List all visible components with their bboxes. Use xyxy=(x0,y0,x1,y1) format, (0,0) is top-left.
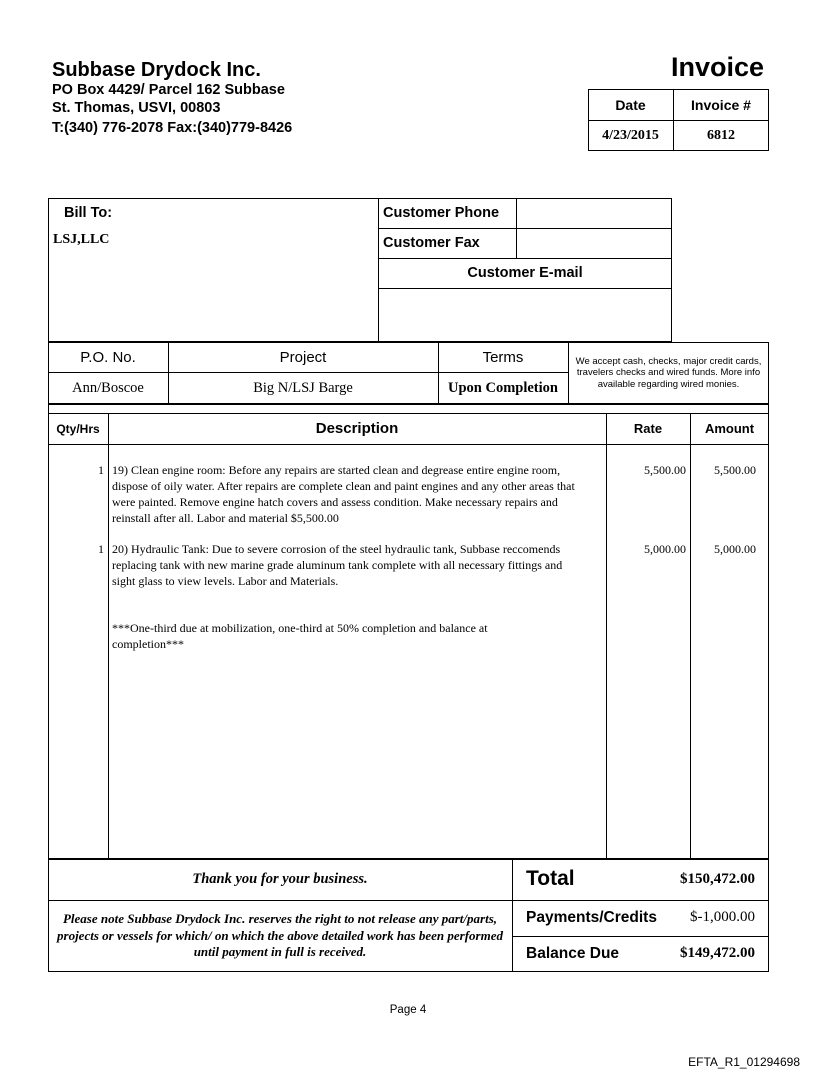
document-id: EFTA_R1_01294698 xyxy=(688,1055,800,1069)
company-address-line2: St. Thomas, USVI, 00803 xyxy=(52,100,221,116)
bill-to-name: LSJ,LLC xyxy=(53,232,110,247)
description-header: Description xyxy=(315,420,399,437)
balance-due-label: Balance Due xyxy=(526,945,620,962)
total-amount: $150,472.00 xyxy=(680,871,755,887)
bill-to-label: Bill To: xyxy=(64,205,113,221)
page-number: Page 4 xyxy=(389,1004,427,1016)
terms-label: Terms xyxy=(482,348,524,366)
thank-you-message: Thank you for your business. xyxy=(192,871,368,887)
item-amount: 5,000.00 xyxy=(714,542,756,556)
company-contact: T:(340) 776-2078 Fax:(340)779-8426 xyxy=(52,120,293,136)
customer-email-label: Customer E-mail xyxy=(467,265,583,281)
invoice-date: 4/23/2015 xyxy=(602,127,659,143)
project-value: Big N/LSJ Barge xyxy=(253,379,353,396)
invoice-title: Invoice xyxy=(670,52,764,82)
release-notice: Please note Subbase Drydock Inc. reserves the right to not release any part/parts, projects or vessels for which/ on which the above detailed work has been performed until payment in full is received. xyxy=(57,911,503,960)
invoice-number-label: Invoice # xyxy=(691,96,751,113)
item-amount: 5,500.00 xyxy=(714,463,756,477)
po-number-label: P.O. No. xyxy=(80,348,136,366)
qty-header: Qty/Hrs xyxy=(56,421,100,436)
item-description: 19) Clean engine room: Before any repairs are started clean and degrease entire engine room, dispose of oily water. After repairs are complete clean and paint engines and any other areas that were painted. Remove engine hatch covers and assess condition. Make necessary repairs and reinstall after all. Labor and material $5,500.00 xyxy=(112,463,575,525)
date-label: Date xyxy=(615,96,646,113)
item-qty: 1 xyxy=(98,463,104,477)
invoice-number: 6812 xyxy=(707,127,735,143)
company-name: Subbase Drydock Inc. xyxy=(52,59,261,81)
po-number-value: Ann/Boscoe xyxy=(72,379,144,396)
item-qty: 1 xyxy=(98,542,104,556)
item-rate: 5,000.00 xyxy=(644,542,686,556)
project-label: Project xyxy=(279,348,327,366)
total-label: Total xyxy=(526,867,575,890)
terms-value: Upon Completion xyxy=(448,379,558,396)
amount-header: Amount xyxy=(704,421,755,436)
item-rate: 5,500.00 xyxy=(644,463,686,477)
balance-due-amount: $149,472.00 xyxy=(680,945,755,961)
payment-methods-note: We accept cash, checks, major credit cards, travelers checks and wired funds. More info available regarding wired monies. xyxy=(575,355,762,390)
payments-credits-label: Payments/Credits xyxy=(526,909,657,926)
item-description: 20) Hydraulic Tank: Due to severe corrosion of the steel hydraulic tank, Subbase reccomends replacing tank with new marine grade aluminum tank complete with all necessary fittings and sight glass to view levels. Labor and Materials. xyxy=(112,542,563,588)
customer-fax-label: Customer Fax xyxy=(383,235,480,251)
customer-phone-label: Customer Phone xyxy=(383,205,500,221)
rate-header: Rate xyxy=(633,421,663,436)
item-description: ***One-third due at mobilization, one-third at 50% completion and balance at completion*** xyxy=(112,621,488,651)
company-address-line1: PO Box 4429/ Parcel 162 Subbase xyxy=(52,82,285,98)
payments-credits-amount: $-1,000.00 xyxy=(690,909,755,925)
